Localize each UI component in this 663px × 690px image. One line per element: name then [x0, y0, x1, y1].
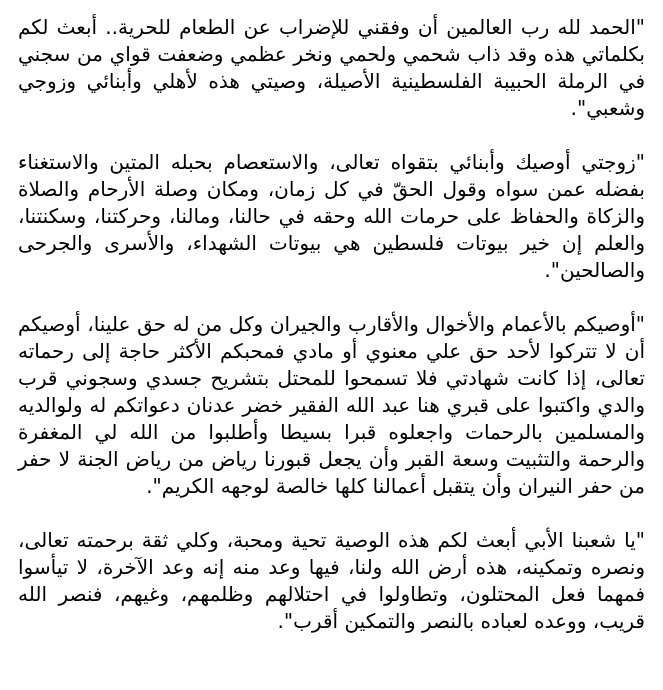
paragraph-relatives: "أوصيكم بالأعمام والأخوال والأقارب والجيران وكل من له حق علينا، أوصيكم أن لا تتركوا لأحد حق علي معنوي أو مادي فمحبكم الأكثر حاجة إلى رحماته تعالى، إذا كانت شهادتي فلا تسمحوا للمحتل بتشريح جسدي وسجوني قرب والدي واكتبوا على قبري هنا عبد الله الفقير خضر عدنان دعواتكم له ولوالديه والمسلمين بالرحمات واجعلوه قبرا بسيطا وأطلبوا من الله لي المغفرة والرحمة والتثبيت وسعة القبر وأن يجعل قبورنا رياض من رياض الجنة لا حفر من حفر النيران وأن يتقبل أعمالنا كلها خالصة لوجهه الكريم".: [18, 312, 645, 498]
paragraph-people: "يا شعبنا الأبي أبعث لكم هذه الوصية تحية ومحبة، وكلي ثقة برحمته تعالى، ونصره وتمكينه، هذه أرض الله ولنا، فيها وعد منه إنه وعد الآخرة، لا تيأسوا فمهما فعل المحتلون، وتطاولوا في احتلالهم وظلمهم، وغيهم، فنصر الله قريب، ووعده لعباده بالنصر والتمكين أقرب".: [18, 528, 645, 633]
paragraph-intro: "الحمد لله رب العالمين أن وفقني للإضراب عن الطعام للحرية.. أبعث لكم بكلماتي هذه وقد ذاب شحمي ولحمي ونخر عظمي وضعفت قواي من سجني في الرملة الحبيبة الفلسطينية الأصيلة، وصيتي هذه لأهلي وأبنائي وزوجي وشعبي".: [18, 15, 645, 120]
paragraph-wife-children: "زوجتي أوصيك وأبنائي بتقواه تعالى، والاستعصام بحبله المتين والاستغناء بفضله عمن سواه وقول الحقّ في كل زمان، ومكان وصلة الأرحام والصلاة والزكاة والحفاظ على حرمات الله وحقه في حالنا، ومالنا، وحركتنا، وسكنتنا، والعلم إن خير بيوتات فلسطين هي بيوتات الشهداء، والأسرى والجرحى والصالحين".: [18, 150, 645, 282]
